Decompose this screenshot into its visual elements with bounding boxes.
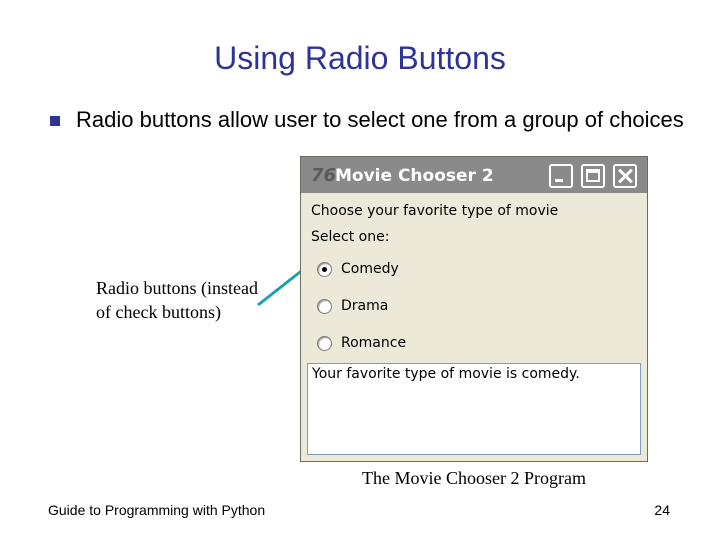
select-label: Select one: <box>311 229 390 245</box>
maximize-button[interactable] <box>581 164 605 188</box>
minimize-button[interactable] <box>549 164 573 188</box>
page-number: 24 <box>654 502 670 518</box>
radio-icon[interactable] <box>317 299 332 314</box>
prompt-label: Choose your favorite type of movie <box>311 203 559 219</box>
bullet-text: Radio buttons allow user to select one from a group of choices <box>76 107 684 132</box>
callout-label: Radio buttons (instead of check buttons) <box>96 278 258 322</box>
radio-selected-dot <box>322 267 327 272</box>
footer-course-title: Guide to Programming with Python <box>48 502 266 518</box>
titlebar[interactable] <box>301 157 647 193</box>
radio-romance[interactable] <box>313 333 513 355</box>
slide-title: Using Radio Buttons <box>214 40 506 76</box>
app-window <box>300 156 648 462</box>
radio-icon[interactable] <box>317 262 332 277</box>
radio-comedy[interactable] <box>313 259 513 281</box>
window-title: Movie Chooser 2 <box>335 166 494 186</box>
close-button[interactable] <box>613 164 637 188</box>
radio-label: Romance <box>341 335 407 351</box>
radio-label: Drama <box>341 298 389 314</box>
radio-drama[interactable] <box>313 296 513 318</box>
result-text: Your favorite type of movie is comedy. <box>312 366 580 382</box>
radio-label: Comedy <box>341 261 399 277</box>
figure-caption: The Movie Chooser 2 Program <box>362 468 586 488</box>
result-textbox[interactable] <box>307 363 641 455</box>
tk-logo-icon: 76 <box>311 165 337 186</box>
client-area <box>305 197 643 459</box>
radio-icon[interactable] <box>317 336 332 351</box>
